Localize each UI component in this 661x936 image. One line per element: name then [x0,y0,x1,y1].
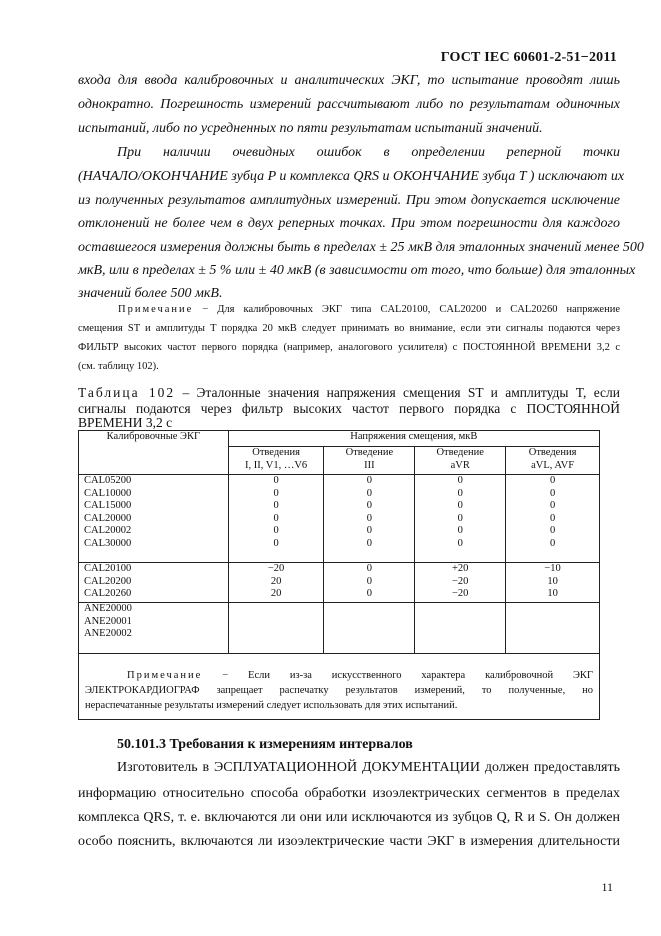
group1-names: CAL05200 CAL10000 CAL15000 CAL20000 CAL20002 CAL30000 [79,475,229,563]
table-row-group-3 [79,603,600,654]
para1-line-3: испытаний, либо по усредненных по пяти результатам испытаний значений. [78,121,543,136]
sub-header-lead-avr: Отведение aVR [415,447,506,475]
para2-line-4: отклонений не более чем в двух реперных точках. При этом погрешности для каждого [78,216,620,231]
group2-col1: −20 20 20 [228,563,324,603]
group2-col3: +20 −20 −20 [415,563,506,603]
table-row-group-2 [79,563,600,603]
col-header-calibration: Калибровочные ЭКГ [79,431,229,475]
group-header-offset: Напряжения смещения, мкВ [228,431,599,447]
table-row-group-1 [79,475,600,563]
group1-col1: 0 0 0 0 0 0 [228,475,324,563]
para2-line-7: значений более 500 мкВ. [78,286,223,301]
table-102 [78,430,600,720]
section-line-3: комплекса QRS, т. е. включаются ли они или исключаются из зубцов Q, R и S. Он должен [78,810,620,825]
table-caption-line-2: сигналы подаются через фильтр высоких частот первого порядка с ПОСТОЯННОЙ [78,401,620,416]
para2-line-2: (НАЧАЛО/ОКОНЧАНИЕ зубца P и комплекса QRS и ОКОНЧАНИЕ зубца T ) исключают их [78,169,625,184]
group1-col2: 0 0 0 0 0 0 [324,475,415,563]
sub-header-leads-avl-avf: Отведения aVL, AVF [506,447,600,475]
group3-names: ANE20000 ANE20001 ANE20002 [79,603,229,654]
table-note-label: Примечание [127,670,203,681]
table-note: Примечание − Если из-за искусственного характера калибровочной ЭКГ ЭЛЕКТРОКАРДИОГРАФ запрещает распечатку результатов измерений, то полученные, но нераспечатанные результаты измерений следует использовать для этих испытаний. [79,654,600,720]
group2-names: CAL20100 CAL20200 CAL20260 [79,563,229,603]
section-line-2: информацию относительно способа обработки изоэлектрических сегментов в пределах [78,786,620,801]
section-line-1: Изготовитель в ЭСПЛУАТАЦИОННОЙ ДОКУМЕНТАЦИИ должен предоставлять [117,760,620,775]
note1-line-1: Примечание − Для калибровочных ЭКГ типа CAL20100, CAL20200 и CAL20260 напряжение [118,304,620,315]
para1-line-2: однократно. Погрешность измерений рассчитывают либо по результатам одиночных [78,97,620,112]
para2-line-5: оставшегося измерения должны быть в пределах ± 25 мкВ для эталонных значений менее 500 [78,240,644,255]
para1-line-1: входа для ввода калибровочных и аналитических ЭКГ, то испытание проводят лишь [78,73,620,88]
note1-label: Примечание [118,304,194,315]
document-header: ГОСТ IEC 60601-2-51−2011 [440,50,617,65]
group2-col2: 0 0 0 [324,563,415,603]
section-heading: 50.101.3 Требования к измерениям интервалов [117,737,413,752]
note1-line-3: ФИЛЬТР высоких частот первого порядка (например, аналогового усилителя) с ПОСТОЯННОЙ ВРЕМЕНИ 3,2 с [78,342,620,353]
table-caption-label: Таблица 102 [78,385,176,400]
table-note-row [79,654,600,720]
sub-header-leads-1: Отведения I, II, V1, …V6 [228,447,324,475]
section-line-4: особо пояснить, включаются ли изоэлектрические части ЭКГ в измерения длительности [78,834,620,849]
note1-line-4: (см. таблицу 102). [78,361,159,372]
table-caption-line-3: ВРЕМЕНИ 3,2 с [78,415,173,430]
group2-col4: −10 10 10 [506,563,600,603]
note1-line-2: смещения ST и амплитуды T порядка 20 мкВ следует принимать во внимание, если эти сигналы подаются через [78,323,620,334]
sub-header-lead-iii: Отведение III [324,447,415,475]
page-number: 11 [601,880,613,894]
para2-line-3: из полученных результатов амплитудных измерений. При этом допускается исключение [78,193,620,208]
group1-col4: 0 0 0 0 0 0 [506,475,600,563]
table-caption-line-1: Таблица 102 – Эталонные значения напряжения смещения ST и амплитуды T, если [78,385,620,400]
group1-col3: 0 0 0 0 0 0 [415,475,506,563]
para2-line-1: При наличии очевидных ошибок в определении реперной точки [117,145,620,160]
para2-line-6: мкВ, или в пределах ± 5 % или ± 40 мкВ (в зависимости от того, что больше) для эталонных [78,263,636,278]
